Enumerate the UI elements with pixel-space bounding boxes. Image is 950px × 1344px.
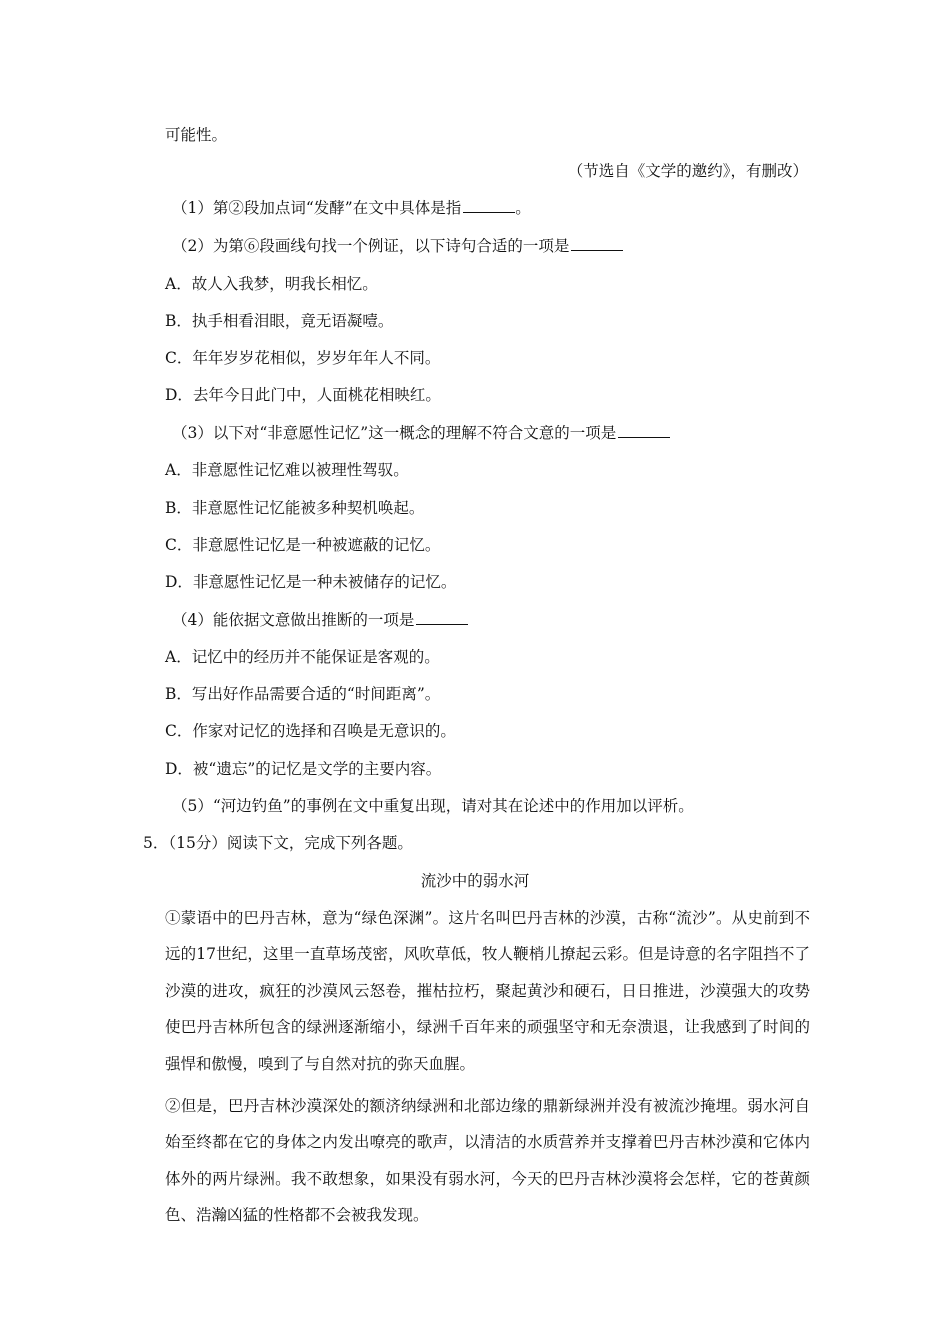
- q3-option-c: C．非意愿性记忆是一种被遮蔽的记忆。: [165, 536, 441, 554]
- q4-option-b: B．写出好作品需要合适的“时间距离”。: [165, 685, 441, 703]
- item-5-heading: 5．（15分）阅读下文，完成下列各题。: [143, 834, 413, 852]
- source-citation: （节选自《文学的邀约》，有删改）: [567, 162, 808, 180]
- article-paragraph-1: ①蒙语中的巴丹吉林，意为“绿色深渊”。这片名叫巴丹吉林的沙漠，古称“流沙”。从史前到不远的17世纪，这里一直草场茂密，风吹草低，牧人鞭梢儿撩起云彩。但是诗意的名字阻挡不了沙漠的进攻，疯狂的沙漠风云怒卷，摧枯拉朽，聚起黄沙和硬石，日日推进，沙漠强大的攻势使巴丹吉林所包含的绿洲逐渐缩小，绿洲千百年来的顽强坚守和无奈溃退，让我感到了时间的强悍和傲慢，嗅到了与自然对抗的弥天血腥。: [165, 909, 810, 1073]
- question-2: （2）为第⑥段画线句找一个例证，以下诗句合适的一项是: [172, 235, 623, 257]
- q4-option-c: C．作家对记忆的选择和召唤是无意识的。: [165, 722, 456, 740]
- question-3: （3）以下对“非意愿性记忆”这一概念的理解不符合文意的一项是: [172, 422, 670, 444]
- question-4: （4）能依据文意做出推断的一项是: [172, 609, 468, 631]
- q2-option-c: C．年年岁岁花相似，岁岁年年人不同。: [165, 349, 441, 367]
- question-5: （5）“河边钓鱼”的事例在文中重复出现，请对其在论述中的作用加以评析。: [172, 797, 694, 815]
- q4-option-d: D．被“遗忘”的记忆是文学的主要内容。: [165, 760, 442, 778]
- answer-blank: [571, 236, 623, 251]
- answer-blank: [618, 423, 670, 438]
- q3-option-d: D．非意愿性记忆是一种未被储存的记忆。: [165, 573, 457, 591]
- q3-option-a: A．非意愿性记忆难以被理性驾驭。: [165, 461, 409, 479]
- question-1: （1）第②段加点词“发酵”在文中具体是指 。: [172, 199, 531, 217]
- q3-option-b: B．非意愿性记忆能被多种契机唤起。: [165, 499, 425, 517]
- q4-option-a: A．记忆中的经历并不能保证是客观的。: [165, 648, 440, 666]
- q2-option-d: D．去年今日此门中，人面桃花相映红。: [165, 386, 441, 404]
- answer-blank: [463, 198, 515, 213]
- article-title: 流沙中的弱水河: [420, 872, 530, 890]
- q2-option-a: A．故人入我梦，明我长相忆。: [165, 275, 378, 293]
- article-paragraph-2: ②但是，巴丹吉林沙漠深处的额济纳绿洲和北部边缘的鼎新绿洲并没有被流沙掩埋。弱水河自始至终都在它的身体之内发出嘹亮的歌声，以清洁的水质营养并支撑着巴丹吉林沙漠和它体内体外的两片绿洲。我不敢想象，如果没有弱水河，今天的巴丹吉林沙漠将会怎样，它的苍黄颜色、浩瀚凶猛的性格都不会被我发现。: [165, 1097, 810, 1225]
- answer-blank: [416, 610, 468, 625]
- prev-paragraph-tail: 可能性。: [165, 126, 228, 144]
- q2-option-b: B．执手相看泪眼，竟无语凝噎。: [165, 312, 394, 330]
